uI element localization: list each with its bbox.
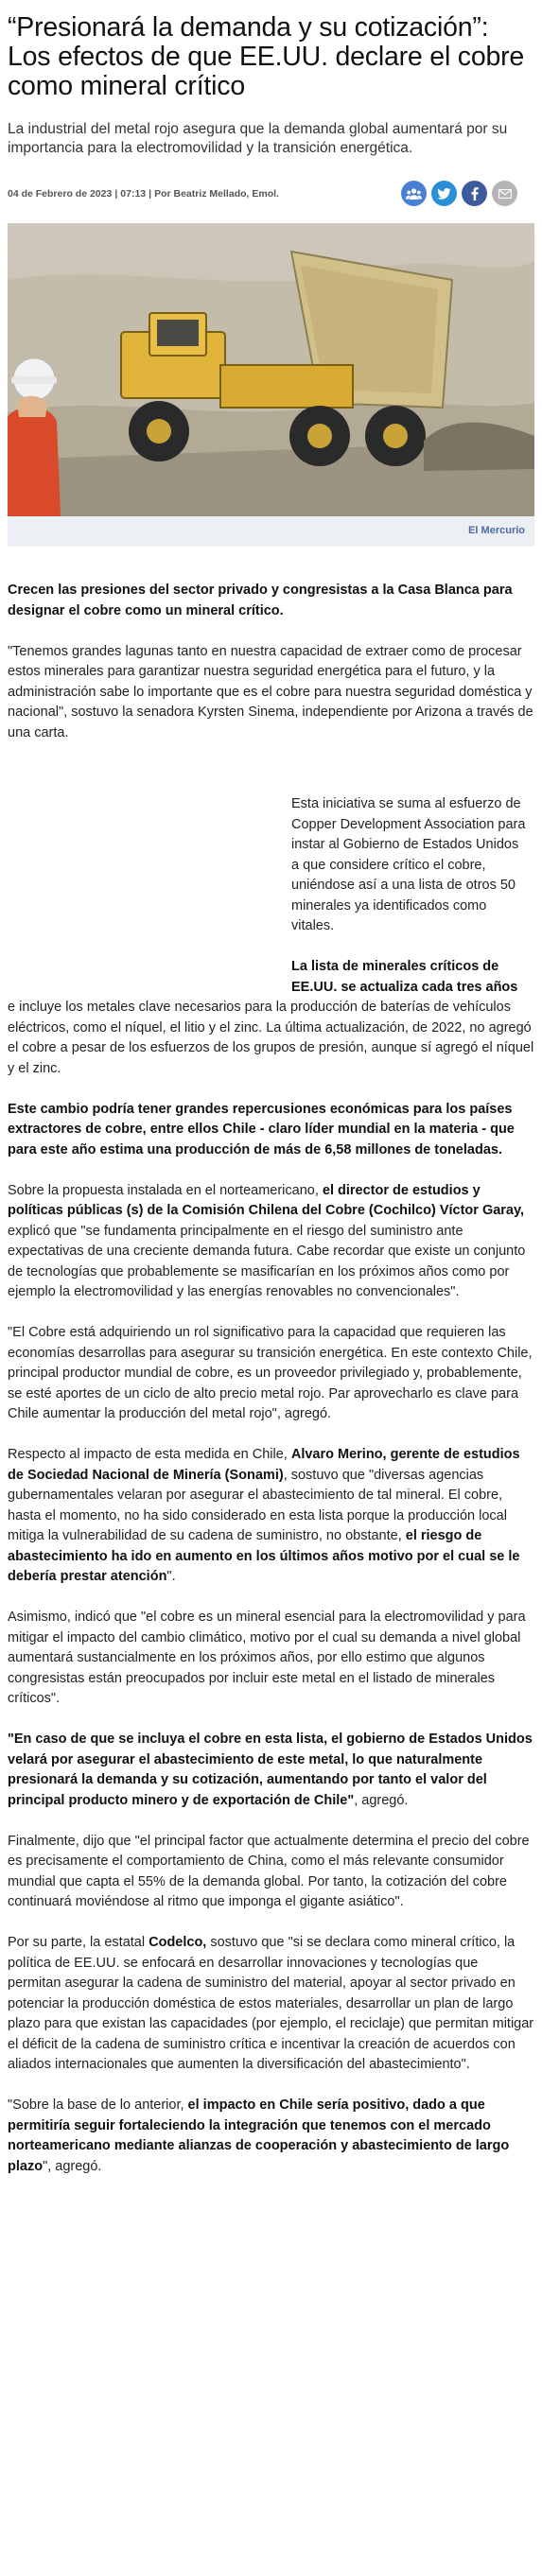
paragraph: Finalmente, dijo que "el principal factor que actualmente determina el precio del cobre es precisamente el comportamiento de China, como el más relevante consumidor mundial que capta el 55% de la demanda global. Por tanto, la cotización del cobre continuará moviéndose al ritmo que imponga el gigante asiático". [8, 1833, 530, 1909]
paragraph-bold: el impacto en Chile sería positivo, dado a que permitiría seguir fortaleciendo la integración que tenemos con el mercado norteamericano mediante alianzas de cooperación y abastecimiento de largo plazo [8, 2097, 510, 2174]
article-body [8, 581, 534, 2177]
article-time: 07:13 [120, 187, 147, 200]
side-block [291, 794, 528, 998]
side-bold-text: La lista de minerales críticos de EE.UU. se actualiza cada tres años [291, 959, 518, 995]
twitter-icon[interactable] [431, 181, 457, 206]
share-bar [401, 181, 534, 206]
paragraph-bold: Este cambio podría tener grandes repercusiones económicas para los países extractores de cobre, entre ellos Chile - claro líder mundial en la materia - que para este año estima una producción de más de 6,58 millones de toneladas. [8, 1101, 515, 1157]
side-paragraph-bold [291, 957, 528, 998]
paragraph [8, 1445, 534, 1588]
paragraph [8, 1181, 534, 1303]
paragraph-text: , sostuvo que "diversas agencias gubernamentales velaran por asegurar el abastecimiento de tal mineral. El cobre, hasta el momento, no ha sido considerado en esta lista porque la producción local mitiga la vulnerabilidad de su cadena de suministro, no obstante, [8, 1467, 507, 1543]
article-lead: La industrial del metal rojo asegura que la demanda global aumentará por su importancia para la electromovilidad y la transición energética. [8, 121, 508, 156]
paragraph [8, 1933, 534, 2076]
paragraph-text: Respecto al impacto de esta medida en Chile, [8, 1447, 291, 1462]
paragraph-bold: "En caso de que se incluya el cobre en esta lista, el gobierno de Estados Unidos velará por asegurar el abastecimiento de este metal, lo que naturalmente presionará la demanda y su cotización, aumentando por tanto el valor del principal producto minero y de exportación de Chile" [8, 1732, 533, 1808]
paragraph [8, 581, 534, 621]
paragraph-text: e incluye los metales clave necesarios para la producción de baterías de vehículos eléctricos, como el níquel, el litio y el zinc. La última actualización, de 2022, no agregó el cobre a pesar de los esfuerzos de los grupos de presión, aunque sí agregó el níquel y el zinc. [8, 1000, 534, 1076]
article-byline: Por Beatriz Mellado, Emol. [154, 187, 279, 200]
paragraph-bold: Crecen las presiones del sector privado y congresistas a la Casa Blanca para designar el cobre como un mineral crítico. [8, 583, 513, 618]
meta-separator: | [114, 187, 118, 200]
article-date: 04 de Febrero de 2023 [8, 187, 113, 200]
paragraph-text: Sobre la propuesta instalada en el norteamericano, [8, 1182, 323, 1198]
paragraph-text: explicó que "se fundamenta principalmente en el riesgo del suministro ante expectativas de una creciente demanda futura. Cabe recordar que existe un conjunto de tecnologías que probablemente se masificarían en los próximos años como por ejemplo la electromovilidad y las energías renovables no convencionales". [8, 1223, 526, 1299]
paragraph-text: sostuvo que "si se declara como mineral crítico, la política de EE.UU. se enfocará en desarrollar innovaciones y tecnologías que permitan asegurar la cadena de suministro del material, apoyar al sector privado en potenciar la producción doméstica de estos materiales, desarrollar un plan de largo plazo para que existan las capacidades (por ejemplo, el reciclaje) que permitan mitigar el déficit de la cadena de suministro crítica e incentivar la creación de acuerdos con aliados internacionales que aumenten la diversificación del abastecimiento". [8, 1935, 534, 2072]
paragraph-bold: Alvaro Merino, gerente de estudios de Sociedad Nacional de Minería (Sonami) [8, 1447, 520, 1483]
paragraph-text: ", agregó. [43, 2158, 102, 2174]
meta-row [8, 181, 534, 206]
paragraph-text: , agregó. [354, 1792, 409, 1808]
paragraph [8, 2096, 534, 2177]
mining-truck-illustration [8, 223, 534, 516]
paragraph [8, 1100, 534, 1161]
article-meta [8, 188, 279, 200]
paragraph [8, 998, 534, 1079]
email-icon[interactable] [492, 181, 517, 206]
paragraph [8, 1730, 534, 1811]
side-paragraph: Esta iniciativa se suma al esfuerzo de Copper Development Association para instar al Gobierno de Estados Unidos a que considere crítico el cobre, uniéndose así a una lista de otros 50 minerales ya identificados como vitales. [291, 796, 526, 933]
image-credit-bar [8, 516, 534, 547]
facebook-icon[interactable] [462, 181, 487, 206]
community-icon[interactable] [401, 181, 427, 206]
paragraph-text: "Sobre la base de lo anterior, [8, 2097, 188, 2113]
article-photo [8, 223, 534, 516]
paragraph: "Tenemos grandes lagunas tanto en nuestra capacidad de extraer como de procesar estos minerales para garantizar nuestra seguridad energética para el futuro, y la administración sabe lo importante que es el cobre para nuestra seguridad doméstica y nacional", sostuvo la senadora Kyrsten Sinema, independiente por Arizona a través de una carta. [8, 643, 533, 740]
paragraph: "El Cobre está adquiriendo un rol significativo para la capacidad que requieren las economías desarrollas para asegurar su transición energética. En este contexto Chile, principal productor mundial de cobre, es un proveedor privilegiado y, probablemente, se esté aportes de un ciclo de alto precio metal rojo. Par aprovecharlo es clave para Chile aumentar la producción del metal rojo", agregó. [8, 1325, 533, 1421]
paragraph-bold: el director de estudios y políticas públicas (s) de la Comisión Chilena del Cobre (Cochilco) Víctor Garay, [8, 1182, 525, 1218]
paragraph-text: Por su parte, la estatal [8, 1935, 149, 1950]
article-title: “Presionará la demanda y su cotización”: Los efectos de que EE.UU. declare el cobre como mineral crítico [8, 12, 525, 101]
paragraph-bold: el riesgo de abastecimiento ha ido en aumento en los últimos años motivo por el cual se le debería prestar atención [8, 1528, 520, 1584]
paragraph-bold: Codelco, [149, 1935, 207, 1950]
paragraph-text: ". [166, 1569, 176, 1584]
image-credit: El Mercurio [468, 525, 525, 536]
paragraph: Asimismo, indicó que "el cobre es un mineral esencial para la electromovilidad y para mitigar el impacto del cambio climático, motivo por el cual su demanda a nivel global aumentará sustancialmente en los próximos años, por ello estimo que algunos congresistas están preocupados por incluir este metal en el listado de minerales críticos". [8, 1610, 526, 1706]
meta-separator: | [149, 187, 152, 200]
